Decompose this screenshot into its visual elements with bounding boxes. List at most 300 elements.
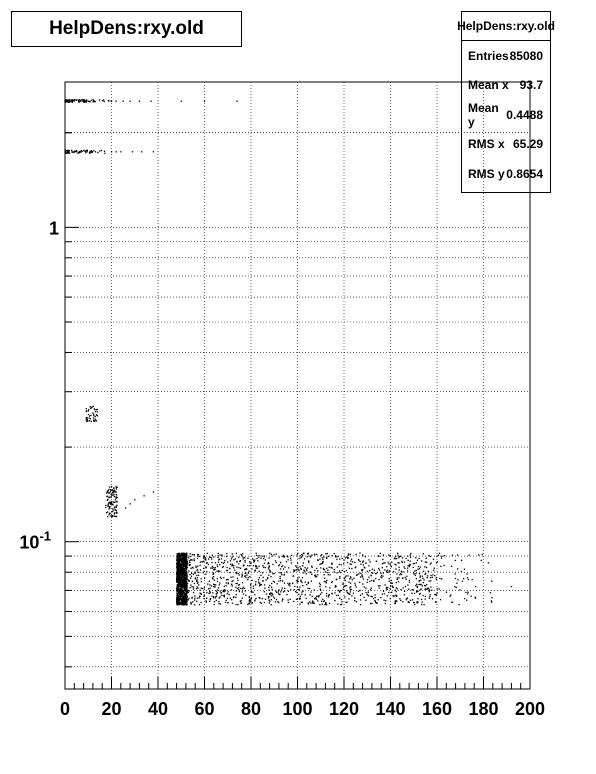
data-point xyxy=(177,560,178,561)
data-point xyxy=(232,576,233,577)
data-point xyxy=(258,566,259,567)
data-point xyxy=(270,592,271,593)
data-point xyxy=(141,151,142,152)
data-point xyxy=(107,496,108,497)
data-point xyxy=(260,558,261,559)
data-point xyxy=(388,563,389,564)
data-point xyxy=(192,601,193,602)
data-point xyxy=(116,501,117,502)
data-point xyxy=(225,602,226,603)
data-point xyxy=(241,576,242,577)
x-tick-label: 180 xyxy=(468,699,499,719)
data-point xyxy=(203,558,204,559)
data-point xyxy=(264,556,265,557)
data-point xyxy=(105,505,106,506)
data-point xyxy=(446,592,447,593)
data-point xyxy=(202,588,203,589)
data-point xyxy=(414,573,415,574)
data-point xyxy=(186,586,187,587)
data-point xyxy=(114,516,115,517)
data-point xyxy=(457,579,458,580)
data-point xyxy=(400,589,401,590)
data-point xyxy=(185,571,186,572)
data-point xyxy=(413,602,414,603)
data-point xyxy=(302,602,303,603)
data-point xyxy=(413,567,414,568)
data-point xyxy=(193,592,194,593)
data-point xyxy=(308,560,309,561)
data-point xyxy=(441,557,442,558)
data-point xyxy=(325,602,326,603)
data-point xyxy=(185,602,186,603)
data-point xyxy=(190,584,191,585)
histogram-title: HelpDens:rxy.old xyxy=(49,18,204,39)
data-point xyxy=(456,587,457,588)
data-point xyxy=(276,553,277,554)
data-point xyxy=(417,587,418,588)
data-point xyxy=(321,604,322,605)
data-point xyxy=(184,583,185,584)
data-point xyxy=(110,491,111,492)
data-point xyxy=(429,598,430,599)
data-point xyxy=(276,562,277,563)
data-point xyxy=(456,583,457,584)
data-point xyxy=(424,585,425,586)
data-point xyxy=(300,596,301,597)
data-point xyxy=(125,507,126,508)
data-point xyxy=(268,575,269,576)
data-point xyxy=(249,565,250,566)
data-point xyxy=(108,490,109,491)
data-point xyxy=(115,509,116,510)
data-point xyxy=(283,568,284,569)
data-point xyxy=(187,590,188,591)
data-point xyxy=(323,568,324,569)
data-point xyxy=(269,570,270,571)
data-point xyxy=(186,583,187,584)
data-point xyxy=(327,553,328,554)
data-point xyxy=(233,596,234,597)
data-point xyxy=(284,566,285,567)
data-point xyxy=(196,601,197,602)
data-point xyxy=(254,570,255,571)
data-point xyxy=(116,497,117,498)
data-point xyxy=(194,560,195,561)
data-point xyxy=(251,602,252,603)
data-point xyxy=(280,562,281,563)
data-point xyxy=(354,597,355,598)
data-point xyxy=(380,597,381,598)
data-point xyxy=(437,588,438,589)
data-point xyxy=(275,601,276,602)
data-point xyxy=(299,598,300,599)
data-point xyxy=(301,591,302,592)
data-point xyxy=(198,584,199,585)
data-point xyxy=(201,602,202,603)
data-point xyxy=(236,567,237,568)
data-point xyxy=(83,150,84,151)
data-point xyxy=(181,598,182,599)
data-point xyxy=(196,581,197,582)
data-point xyxy=(220,590,221,591)
data-point xyxy=(290,589,291,590)
data-point xyxy=(383,572,384,573)
data-point xyxy=(248,570,249,571)
data-point xyxy=(197,555,198,556)
data-point xyxy=(273,554,274,555)
data-point xyxy=(410,553,411,554)
data-point xyxy=(365,592,366,593)
data-point xyxy=(178,581,179,582)
data-point xyxy=(198,572,199,573)
data-point xyxy=(351,564,352,565)
data-point xyxy=(441,578,442,579)
data-point xyxy=(382,567,383,568)
data-point xyxy=(234,569,235,570)
data-point xyxy=(87,151,88,152)
data-point xyxy=(218,603,219,604)
data-point xyxy=(375,601,376,602)
data-point xyxy=(232,553,233,554)
data-point xyxy=(415,557,416,558)
data-point xyxy=(281,589,282,590)
data-point xyxy=(365,556,366,557)
data-point xyxy=(270,571,271,572)
data-point xyxy=(349,593,350,594)
data-point xyxy=(247,565,248,566)
data-point xyxy=(186,565,187,566)
stats-value: 93.7 xyxy=(519,78,543,93)
data-point xyxy=(187,561,188,562)
data-point xyxy=(299,566,300,567)
data-point xyxy=(216,593,217,594)
data-point xyxy=(246,568,247,569)
data-point xyxy=(441,556,442,557)
data-point xyxy=(298,570,299,571)
data-point xyxy=(236,572,237,573)
data-point xyxy=(407,570,408,571)
data-point xyxy=(347,558,348,559)
data-point xyxy=(203,598,204,599)
stats-value: 0.8654 xyxy=(506,166,543,181)
data-point xyxy=(375,578,376,579)
data-point xyxy=(420,566,421,567)
data-point xyxy=(256,567,257,568)
data-point xyxy=(246,574,247,575)
data-point xyxy=(491,600,492,601)
data-point xyxy=(426,562,427,563)
data-point xyxy=(398,567,399,568)
data-point xyxy=(420,580,421,581)
data-point xyxy=(112,504,113,505)
data-point xyxy=(86,408,87,409)
data-point xyxy=(467,593,468,594)
data-point xyxy=(150,101,151,102)
data-point xyxy=(239,591,240,592)
data-point xyxy=(216,571,217,572)
data-point xyxy=(373,598,374,599)
data-point xyxy=(177,581,178,582)
data-point xyxy=(197,598,198,599)
data-point xyxy=(276,592,277,593)
data-point xyxy=(182,555,183,556)
data-point xyxy=(341,601,342,602)
data-point xyxy=(185,560,186,561)
data-point xyxy=(354,600,355,601)
data-point xyxy=(325,571,326,572)
data-point xyxy=(425,561,426,562)
data-point xyxy=(204,571,205,572)
data-point xyxy=(207,553,208,554)
data-point xyxy=(408,601,409,602)
data-point xyxy=(265,579,266,580)
stats-label: Entries xyxy=(468,48,509,63)
data-point xyxy=(268,569,269,570)
data-point xyxy=(286,571,287,572)
data-point xyxy=(459,589,460,590)
data-point xyxy=(284,582,285,583)
data-point xyxy=(193,586,194,587)
data-point xyxy=(178,570,179,571)
data-point xyxy=(387,572,388,573)
data-point xyxy=(402,571,403,572)
data-point xyxy=(227,593,228,594)
data-point xyxy=(376,573,377,574)
data-point xyxy=(315,576,316,577)
data-point xyxy=(199,590,200,591)
data-point xyxy=(213,576,214,577)
data-point xyxy=(359,582,360,583)
data-point xyxy=(69,153,70,154)
data-point xyxy=(293,601,294,602)
data-point xyxy=(180,584,181,585)
data-point xyxy=(112,508,113,509)
data-point xyxy=(305,598,306,599)
data-point xyxy=(361,575,362,576)
data-point xyxy=(398,562,399,563)
data-point xyxy=(189,574,190,575)
data-point xyxy=(185,600,186,601)
data-point xyxy=(189,587,190,588)
data-point xyxy=(327,572,328,573)
data-point xyxy=(350,554,351,555)
data-point xyxy=(224,586,225,587)
data-point xyxy=(245,577,246,578)
data-point xyxy=(110,489,111,490)
data-point xyxy=(433,559,434,560)
data-point xyxy=(288,567,289,568)
data-point xyxy=(242,588,243,589)
data-point xyxy=(197,587,198,588)
data-point xyxy=(223,566,224,567)
data-point xyxy=(95,419,96,420)
data-point xyxy=(112,515,113,516)
data-point xyxy=(238,557,239,558)
data-point xyxy=(188,598,189,599)
data-point xyxy=(278,590,279,591)
data-point xyxy=(321,563,322,564)
data-point xyxy=(301,554,302,555)
data-point xyxy=(227,570,228,571)
data-point xyxy=(415,585,416,586)
data-point xyxy=(94,409,95,410)
data-point xyxy=(109,513,110,514)
data-point xyxy=(329,574,330,575)
data-point xyxy=(180,576,181,577)
data-point xyxy=(418,581,419,582)
data-point xyxy=(378,587,379,588)
data-point xyxy=(388,571,389,572)
data-point xyxy=(69,150,70,151)
data-point xyxy=(66,101,67,102)
data-point xyxy=(350,577,351,578)
data-point xyxy=(323,561,324,562)
data-point xyxy=(369,561,370,562)
data-point xyxy=(213,597,214,598)
data-point xyxy=(268,562,269,563)
data-point xyxy=(183,592,184,593)
data-point xyxy=(186,563,187,564)
data-point xyxy=(268,589,269,590)
data-point xyxy=(252,558,253,559)
data-point xyxy=(220,603,221,604)
data-point xyxy=(336,572,337,573)
data-point xyxy=(206,602,207,603)
data-point xyxy=(346,575,347,576)
data-point xyxy=(97,411,98,412)
data-point xyxy=(402,601,403,602)
stats-label: RMS y xyxy=(468,166,505,181)
data-point xyxy=(179,599,180,600)
data-point xyxy=(336,595,337,596)
data-point xyxy=(397,577,398,578)
data-point xyxy=(185,597,186,598)
data-point xyxy=(91,407,92,408)
data-point xyxy=(297,567,298,568)
data-point xyxy=(225,585,226,586)
data-point xyxy=(426,584,427,585)
data-point xyxy=(262,572,263,573)
data-point xyxy=(387,589,388,590)
data-point xyxy=(212,577,213,578)
data-point xyxy=(334,569,335,570)
data-point xyxy=(111,511,112,512)
stats-value: 0.4488 xyxy=(506,107,543,122)
data-point xyxy=(367,579,368,580)
data-point xyxy=(328,556,329,557)
data-point xyxy=(205,566,206,567)
stats-label: RMS x xyxy=(468,137,505,152)
data-point xyxy=(250,587,251,588)
data-point xyxy=(86,421,87,422)
data-point xyxy=(425,598,426,599)
data-point xyxy=(74,100,75,101)
data-point xyxy=(264,591,265,592)
data-point xyxy=(236,553,237,554)
data-point xyxy=(214,586,215,587)
data-point xyxy=(253,588,254,589)
data-point xyxy=(263,580,264,581)
data-point xyxy=(231,589,232,590)
data-point xyxy=(182,572,183,573)
data-point xyxy=(236,594,237,595)
data-point xyxy=(455,560,456,561)
data-point xyxy=(439,578,440,579)
data-point xyxy=(415,573,416,574)
data-point xyxy=(393,571,394,572)
data-point xyxy=(391,566,392,567)
data-point xyxy=(296,580,297,581)
data-point xyxy=(243,558,244,559)
data-point xyxy=(240,568,241,569)
data-point xyxy=(404,568,405,569)
data-point xyxy=(224,589,225,590)
data-point xyxy=(250,584,251,585)
data-point xyxy=(191,559,192,560)
data-point xyxy=(240,600,241,601)
data-point xyxy=(384,569,385,570)
data-point xyxy=(298,577,299,578)
data-point xyxy=(199,593,200,594)
data-point xyxy=(370,603,371,604)
data-point xyxy=(364,567,365,568)
data-point xyxy=(219,597,220,598)
data-point xyxy=(271,587,272,588)
x-tick-label: 20 xyxy=(101,699,122,719)
data-point xyxy=(194,558,195,559)
data-point xyxy=(342,584,343,585)
data-point xyxy=(74,151,75,152)
data-point xyxy=(229,568,230,569)
data-point xyxy=(104,151,105,152)
data-point xyxy=(394,557,395,558)
data-point xyxy=(213,567,214,568)
data-point xyxy=(268,596,269,597)
data-point xyxy=(268,587,269,588)
data-point xyxy=(290,558,291,559)
data-point xyxy=(294,570,295,571)
data-point xyxy=(305,582,306,583)
data-point xyxy=(289,585,290,586)
data-point xyxy=(186,556,187,557)
data-point xyxy=(393,587,394,588)
data-point xyxy=(248,572,249,573)
data-point xyxy=(419,577,420,578)
data-point xyxy=(396,582,397,583)
data-point xyxy=(338,595,339,596)
data-point xyxy=(190,559,191,560)
data-point xyxy=(378,585,379,586)
data-point xyxy=(329,567,330,568)
data-point xyxy=(348,554,349,555)
data-point xyxy=(178,568,179,569)
data-point xyxy=(422,585,423,586)
data-point xyxy=(406,579,407,580)
data-point xyxy=(284,588,285,589)
data-point xyxy=(109,486,110,487)
data-point xyxy=(322,599,323,600)
data-point xyxy=(188,599,189,600)
data-point xyxy=(88,409,89,410)
data-point xyxy=(458,604,459,605)
data-point xyxy=(413,572,414,573)
data-point xyxy=(451,602,452,603)
data-point xyxy=(257,567,258,568)
data-point xyxy=(417,598,418,599)
data-point xyxy=(404,562,405,563)
data-point xyxy=(220,577,221,578)
data-point xyxy=(176,574,177,575)
